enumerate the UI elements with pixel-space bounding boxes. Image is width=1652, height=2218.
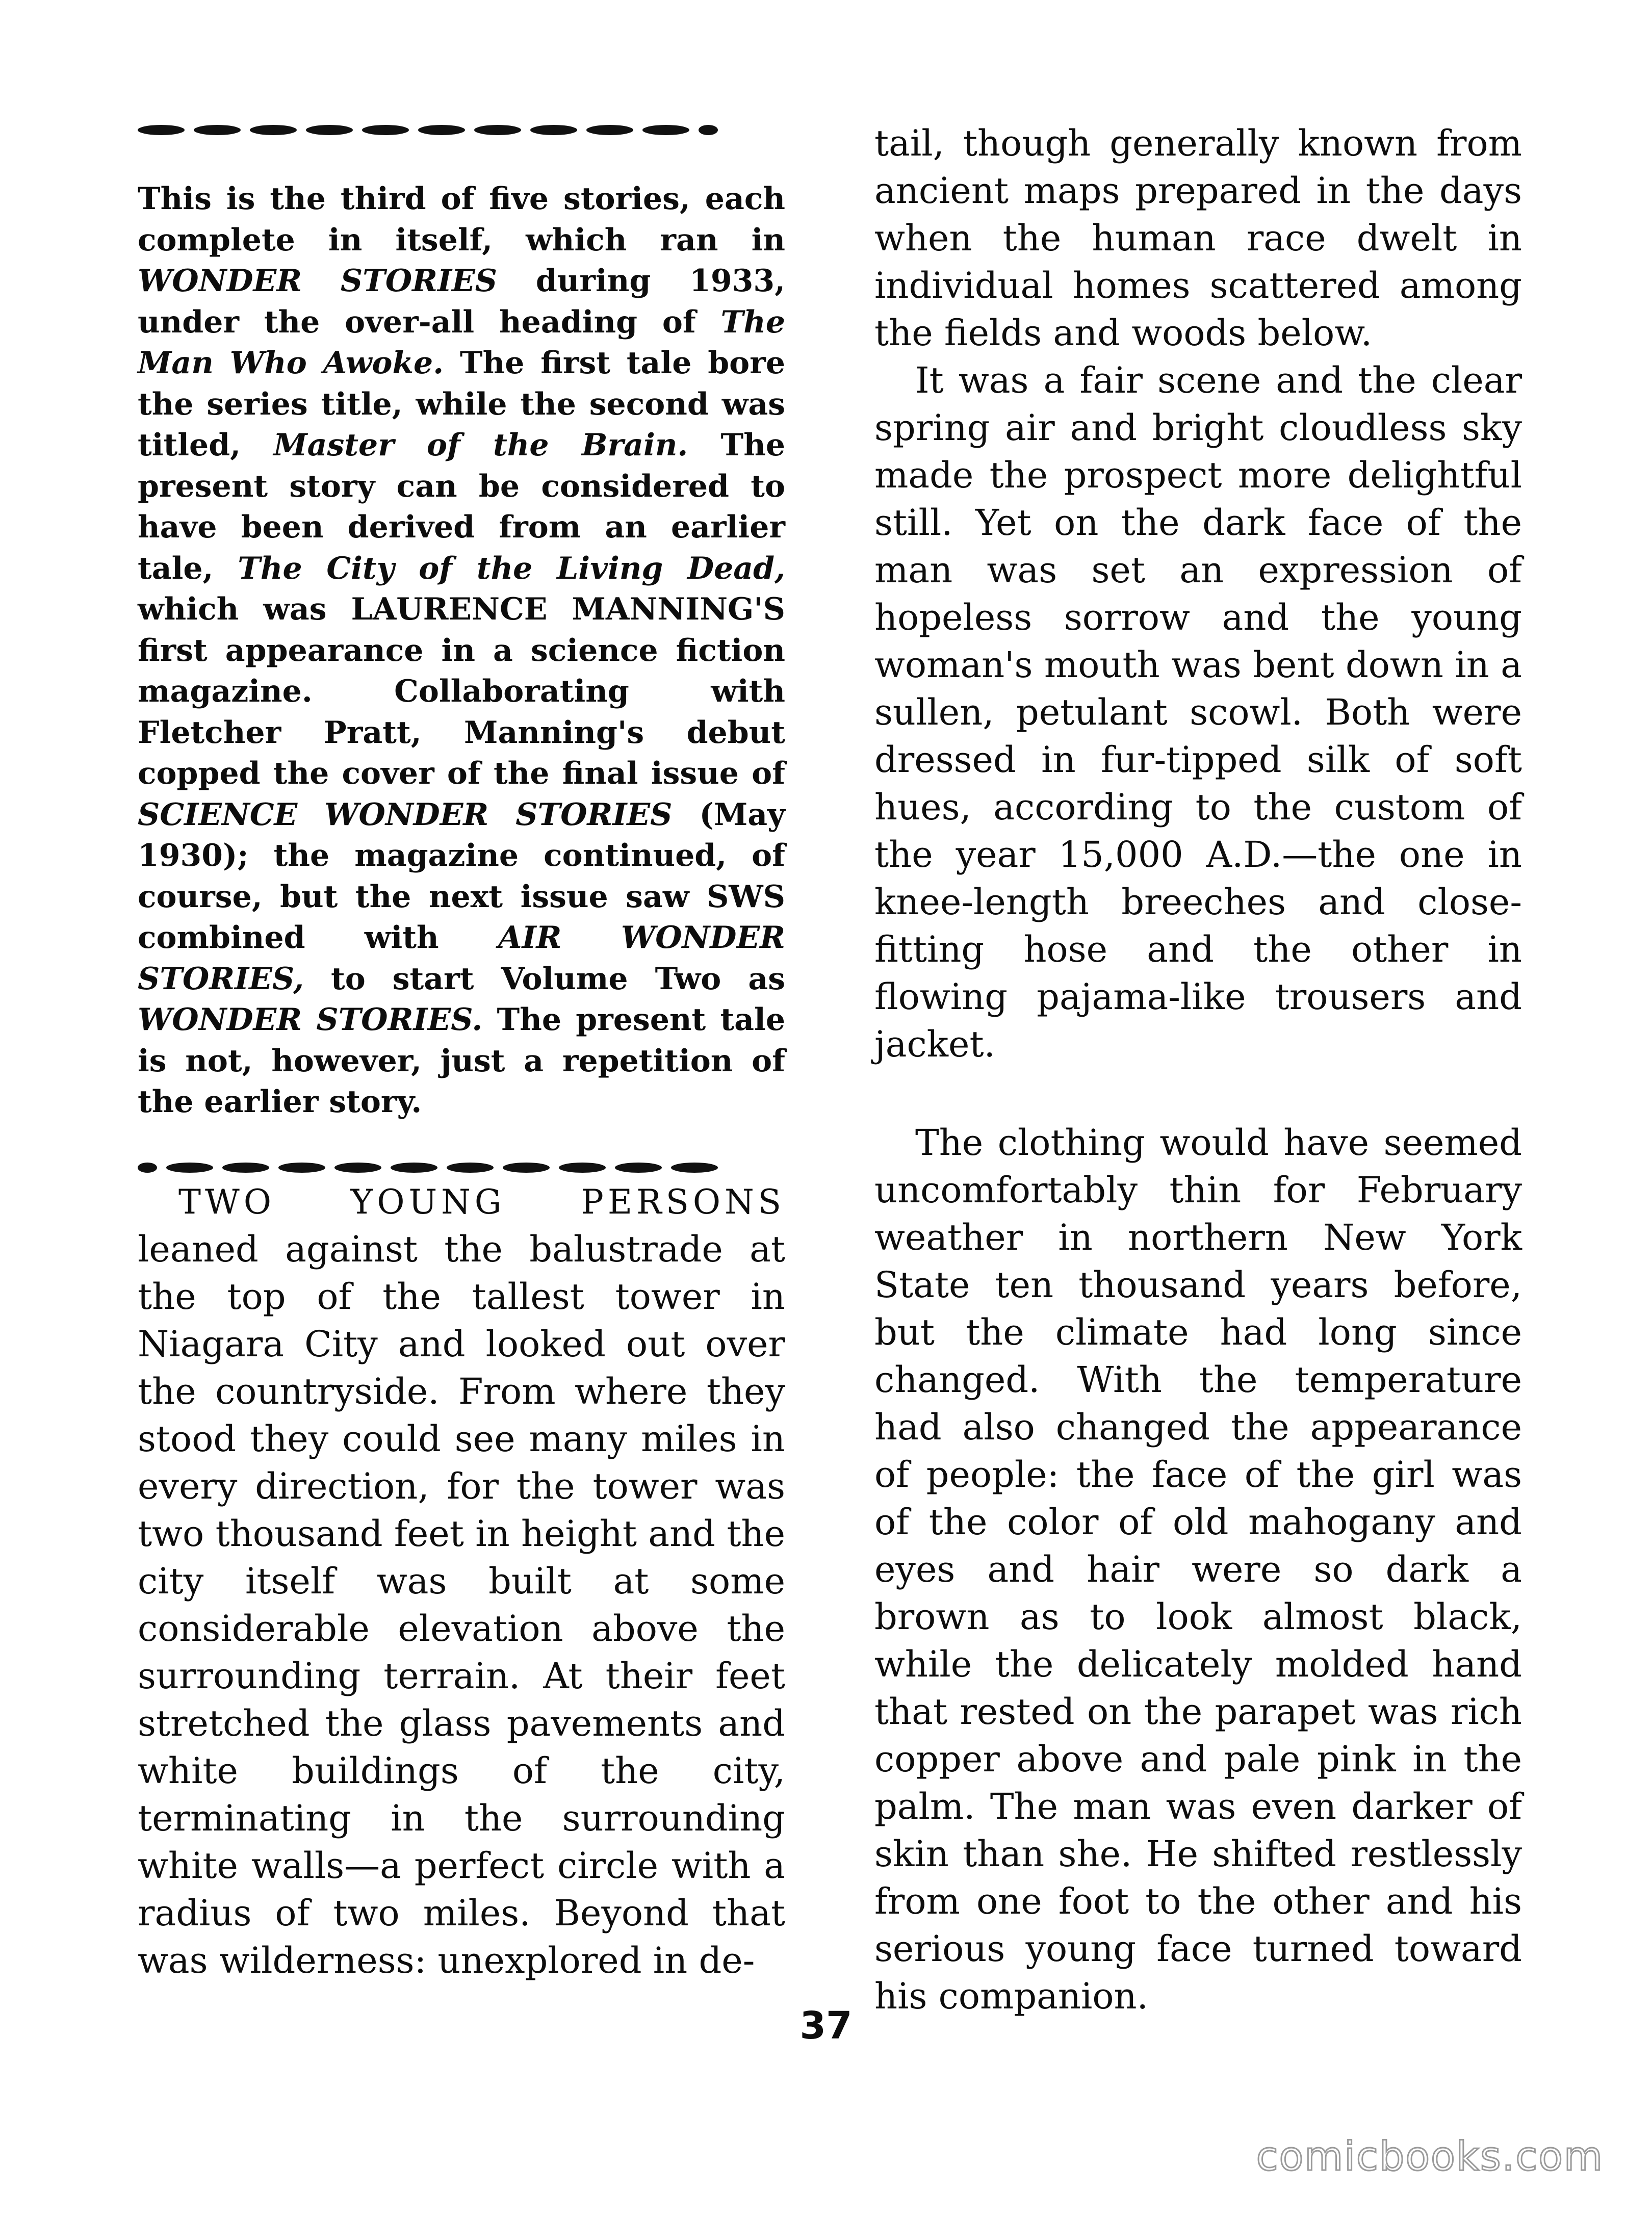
- intro-text-run: which was LAURENCE MANNING'S first appearance in a science fiction magazine. Collaborating with Fletcher Pratt, Manning's debut copped the cover of the final issue of: [138, 591, 785, 791]
- italic-title-run: The Man Who Awoke.: [138, 304, 785, 381]
- intro-text-run: during 1933, under the over-all heading of: [138, 263, 785, 340]
- story-paragraph: It was a fair scene and the clear spring air and bright cloudless sky made the prospect more delightful still. Yet on the dark face of the man was set an expression of hopeless sorrow and the young woman's mouth was bent down in a sullen, petulant scowl. Both were dressed in fur-tipped silk of soft hues, according to the custom of the year 15,000 A.D.—the one in knee-length breeches and close-fitting hose and the other in flowing pajama-like trousers and jacket.: [874, 359, 1522, 1065]
- intro-text-run: The present tale is not, however, just a repetition of the earlier story.: [138, 1002, 785, 1120]
- intro-text-run: The present story can be considered to have been derived from an earlier tale,: [138, 427, 785, 586]
- italic-title-run: AIR WONDER STORIES,: [138, 920, 785, 997]
- intro-text-run: The first tale bore the series title, while the second was titled,: [138, 345, 785, 463]
- right-column: [874, 120, 1522, 2020]
- intro-text-run: (May 1930); the magazine continued, of course, but the next issue saw SWS combined with: [138, 796, 785, 956]
- editor-intro-note: [138, 178, 785, 1123]
- italic-title-run: WONDER STORIES.: [138, 1002, 483, 1038]
- intro-text-run: to start Volume Two as: [304, 961, 785, 997]
- italic-title-run: WONDER STORIES: [138, 263, 498, 299]
- story-continuation: [874, 120, 1522, 2020]
- page-number: 37: [799, 2004, 853, 2048]
- left-column: [138, 120, 785, 1984]
- italic-title-run: Master of the Brain.: [273, 427, 688, 463]
- story-opening-paragraph: [138, 1178, 785, 1984]
- italic-title-run: SCIENCE WONDER STORIES: [138, 796, 673, 833]
- section-dash-rule: [138, 1157, 785, 1178]
- top-dash-rule: [138, 120, 785, 140]
- italic-title-run: The City of the Living Dead,: [238, 550, 785, 586]
- story-opening-text: leaned against the balustrade at the top of the tallest tower in Niagara City and looked out over the countryside. From where they stood they could see many miles in every direction, for the tower was two thousand feet in height and the city itself was built at some considerable elevation above the surrounding terrain. At their feet stretched the glass pavements and white buildings of the city, terminating in the surrounding white walls—a perfect circle with a radius of two miles. Beyond that was wilderness: unexplored in de-: [138, 1228, 785, 1981]
- site-watermark: comicbooks.com: [1256, 2134, 1604, 2180]
- story-lead-words: TWO YOUNG PERSONS: [178, 1182, 785, 1222]
- intro-text-run: This is the third of five stories, each complete in itself, which ran in: [138, 181, 785, 258]
- story-paragraph: The clothing would have seemed uncomfortably thin for February weather in northern New York State ten thousand years before, but the climate had long since changed. With the temperature had also changed the appearance of people: the face of the girl was of the color of old mahogany and eyes and hair were so dark a brown as to look almost black, while the delicately molded hand that rested on the parapet was rich copper above and pale pink in the palm. The man was even darker of skin than she. He shifted restlessly from one foot to the other and his serious young face turned toward his companion.: [874, 1122, 1522, 2017]
- story-paragraph: tail, though generally known from ancient maps prepared in the days when the human race dwelt in individual homes scattered among the fields and woods below.: [874, 122, 1522, 354]
